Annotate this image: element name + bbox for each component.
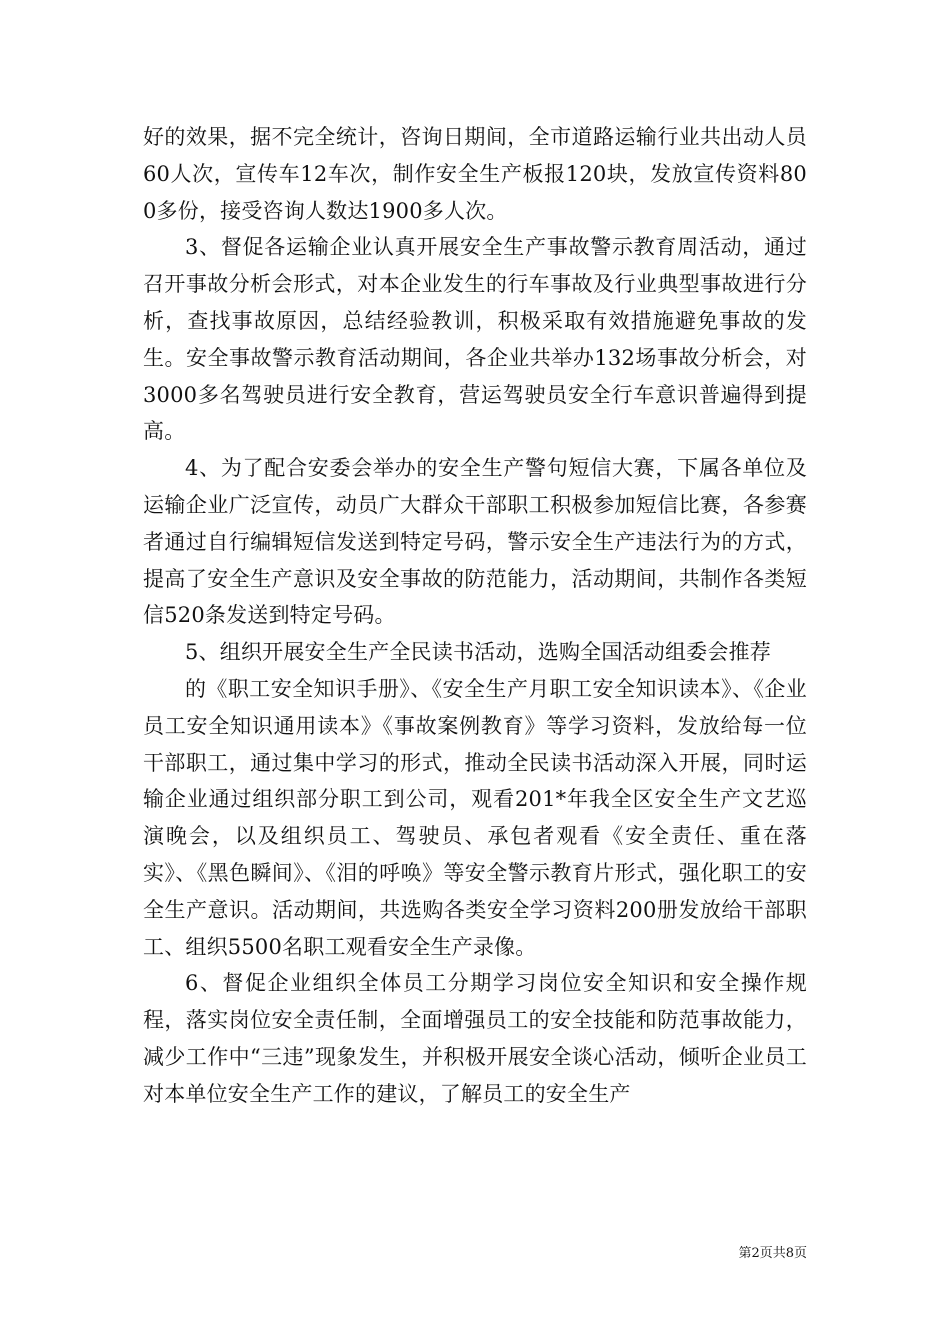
paragraph-2: 3、督促各运输企业认真开展安全生产事故警示教育周活动，通过召开事故分析会形式，对本企业发生的行车事故及行业典型事故进行分析，查找事故原因，总结经验教训，积极采取有效措施避免事故的发生。安全事故警示教育活动期间，各企业共举办132场事故分析会，对3000多名驾驶员进行安全教育，营运驾驶员安全行车意识普遍得到提高。 — [143, 235, 807, 444]
paragraph-5: 的《职工安全知识手册》、《安全生产月职工安全知识读本》、《企业员工安全知识通用读本》《事故案例教育》等学习资料，发放给每一位干部职工，通过集中学习的形式，推动全民读书活动深入开展，同时运输企业通过组织部分职工到公司，观看201*年我全区安全生产文艺巡演晚会，以及组织员工、驾驶员、承包者观看《安全责任、重在落实》、《黑色瞬间》、《泪的呼唤》等安全警示教育片形式，强化职工的安全生产意识。活动期间，共选购各类安全学习资料200册发放给干部职工、组织5500名职工观看安全生产录像。 — [143, 676, 807, 959]
paragraph-6: 6、督促企业组织全体员工分期学习岗位安全知识和安全操作规程，落实岗位安全责任制，全面增强员工的安全技能和防范事故能力，减少工作中“三违”现象发生，并积极开展安全谈心活动，倾听企业员工对本单位安全生产工作的建议，了解员工的安全生产 — [143, 971, 807, 1106]
paragraph-4: 5、组织开展安全生产全民读书活动，选购全国活动组委会推荐 — [185, 640, 771, 665]
paragraph-1: 好的效果，据不完全统计，咨询日期间，全市道路运输行业共出动人员60人次，宣传车12车次，制作安全生产板报120块，发放宣传资料800多份，接受咨询人数达1900多人次。 — [143, 125, 807, 223]
paragraph-3: 4、为了配合安委会举办的安全生产警句短信大赛，下属各单位及运输企业广泛宣传，动员广大群众干部职工积极参加短信比赛，各参赛者通过自行编辑短信发送到特定号码，警示安全生产违法行为的方式，提高了安全生产意识及安全事故的防范能力，活动期间，共制作各类短信520条发送到特定号码。 — [143, 456, 807, 628]
document-body — [143, 119, 807, 1113]
page-number: 第2页共8页 — [738, 1246, 807, 1261]
